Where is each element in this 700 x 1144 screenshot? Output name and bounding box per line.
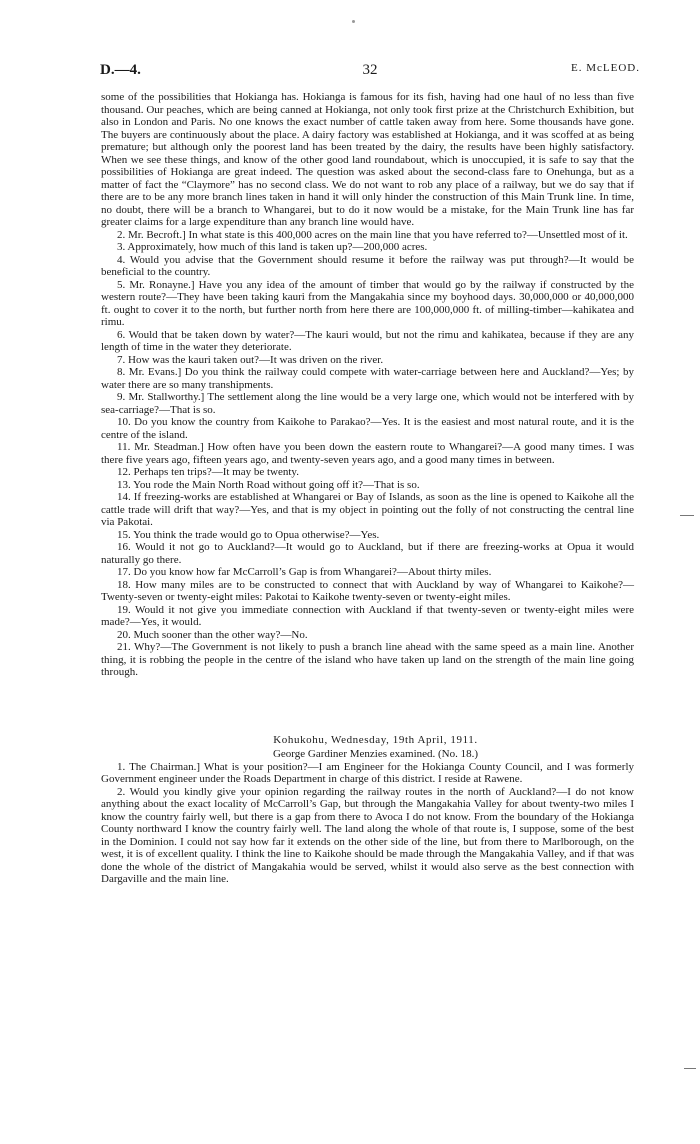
page-header <box>100 62 640 82</box>
witness-running-head: E. McLEOD. <box>571 62 640 74</box>
paragraph: 21. Why?—The Government is not likely to push a branch line ahead with the same speed as a main line. Another thing, it is robbing the people in the centre of the island who have taken up land on the strength of the main line going through. <box>101 641 634 678</box>
paragraph: 10. Do you know the country from Kaikohe to Parakao?—Yes. It is the easiest and most natural route, and it is the centre of the island. <box>101 416 634 441</box>
paragraph: 12. Perhaps ten trips?—It may be twenty. <box>117 466 299 478</box>
paragraph: 19. Would it not give you immediate connection with Auckland if that twenty-seven or twenty-eight miles were made?—Yes, it would. <box>101 603 634 628</box>
paragraph: 13. You rode the Main North Road without going off it?—That is so. <box>117 478 420 491</box>
section-divider <box>101 679 634 733</box>
paragraph: 3. Approximately, how much of this land is taken up?—200,000 acres. <box>117 241 428 253</box>
first-section <box>101 91 634 679</box>
paragraph: 4. Would you advise that the Government should resume it before the railway was put through?—It would be beneficial to the country. <box>101 253 634 278</box>
paragraph: 14. If freezing-works are established at Whangarei or Bay of Islands, as soon as the line is opened to Kaikohe all the cattle trade will drift that way?—Yes, and that is my object in pointing out the folly of not constructing the central line via Pakotai. <box>101 491 634 528</box>
paragraph: 1. The Chairman.] What is your position?—I am Engineer for the Hokianga County Council, and I was formerly Government engineer under the Roads Department in charge of this district. I reside at Rawene. <box>101 760 634 785</box>
paragraph: 18. How many miles are to be constructed to connect that with Auckland by way of Whangarei to Kaikohe?—Twenty-seven or twenty-eight miles: Pakotai to Kaikohe twenty-seven or twenty-eight miles. <box>101 578 634 603</box>
paragraph: 7. How was the kauri taken out?—It was driven on the river. <box>117 353 384 366</box>
witness-heading: George Gardiner Menzies examined. (No. 18.) <box>272 747 479 760</box>
paragraph: 15. You think the trade would go to Opua otherwise?—Yes. <box>117 528 380 541</box>
document-reference: D.—4. <box>100 62 141 78</box>
paragraph: some of the possibilities that Hokianga has. Hokianga is famous for its fish, having had one haul of no less than five thousand. Our peaches, which are being canned at Hokianga, not only took first prize at the Christchurch Exhibition, but also in London and Paris. No one knows the exact number of cattle taken away from here. Some thousands have gone. The buyers are continuously about the place. A dairy factory was established at Hokianga, and it was scoffed at as being premature; but although only the poorest land has been treated by the dairy, the results have been highly satisfactory. When we see these things, and know of the other good land roundabout, which is unoccupied, it is safe to say that the possibilities of Hokianga are great indeed. The question was asked about the second-class fare to Onehunga, but as a matter of fact the “Claymore” has no second class. We do not want to rob any place of a railway, but we do say that if there are to be any more branch lines taken in hand it will only hinder the construction of this Main Trunk line. In time, no doubt, there will be a branch to Whangarei, but to do it now would be a mistake, for the Main Trunk line has far greater claims for a large expenditure than any branch line would have. <box>101 91 634 228</box>
margin-mark <box>684 1068 696 1069</box>
paragraph: 17. Do you know how far McCarroll’s Gap is from Whangarei?—About thirty miles. <box>117 566 492 578</box>
session-heading: Kohukohu, Wednesday, 19th April, 1911. <box>273 733 478 746</box>
document-body <box>101 91 634 886</box>
second-section <box>101 733 634 886</box>
margin-mark <box>680 515 694 516</box>
paragraph: 9. Mr. Stallworthy.] The settlement along the line would be a very large one, which would not be interfered with by sea-carriage?—That is so. <box>101 391 634 416</box>
paragraph: 5. Mr. Ronayne.] Have you any idea of the amount of timber that would go by the railway if constructed by the western route?—They have been taking kauri from the Mangakahia since my boyhood days. 30,000,000 or 40,000,000 ft. ought to cover it to the north, but further north from here there are 100,000,000 ft. of milling-timber—kahikatea and rimu. <box>101 278 634 328</box>
paragraph: 6. Would that be taken down by water?—The kauri would, but not the rimu and kahikatea, because if they are any length of time in the water they deteriorate. <box>101 328 634 353</box>
paragraph: 11. Mr. Steadman.] How often have you been down the eastern route to Whangarei?—A good many times. I was there five years ago, fifteen years ago, and twenty-seven years ago, and a good many times in between. <box>101 441 634 466</box>
page-number: 32 <box>362 62 378 78</box>
paragraph: 2. Mr. Becroft.] In what state is this 400,000 acres on the main line that you have referred to?—Unsettled most of it. <box>117 228 628 241</box>
paragraph: 8. Mr. Evans.] Do you think the railway could compete with water-carriage between here and Auckland?—Yes; by water there are so many transhipments. <box>101 366 634 391</box>
paragraph: 20. Much sooner than the other way?—No. <box>117 628 308 641</box>
paragraph: 16. Would it not go to Auckland?—It would go to Auckland, but if there are freezing-works at Opua it would naturally go there. <box>101 541 634 566</box>
scan-speck <box>352 20 355 23</box>
paragraph: 2. Would you kindly give your opinion regarding the railway routes in the north of Auckland?—I do not know anything about the exact locality of McCarroll’s Gap, but through the Mangakahia Valley for about twenty-two miles I know the country fairly well, but there is a gap from there to Avoca I do not know. From the boundary of the Hokianga County northward I know the country fairly well. The land along the whole of that route is, I suppose, some of the best in the Dominion. I could not say how far it extends on the other side of the line, but from there to Marlborough, on the west, it is of excellent quality. I think the line to Kaikohe should be made through the Mangakahia Valley, and if that was done the whole of the district of Mangakahia would be served, whilst it would also serve as the best connection with Dargaville and the main line. <box>101 785 634 885</box>
